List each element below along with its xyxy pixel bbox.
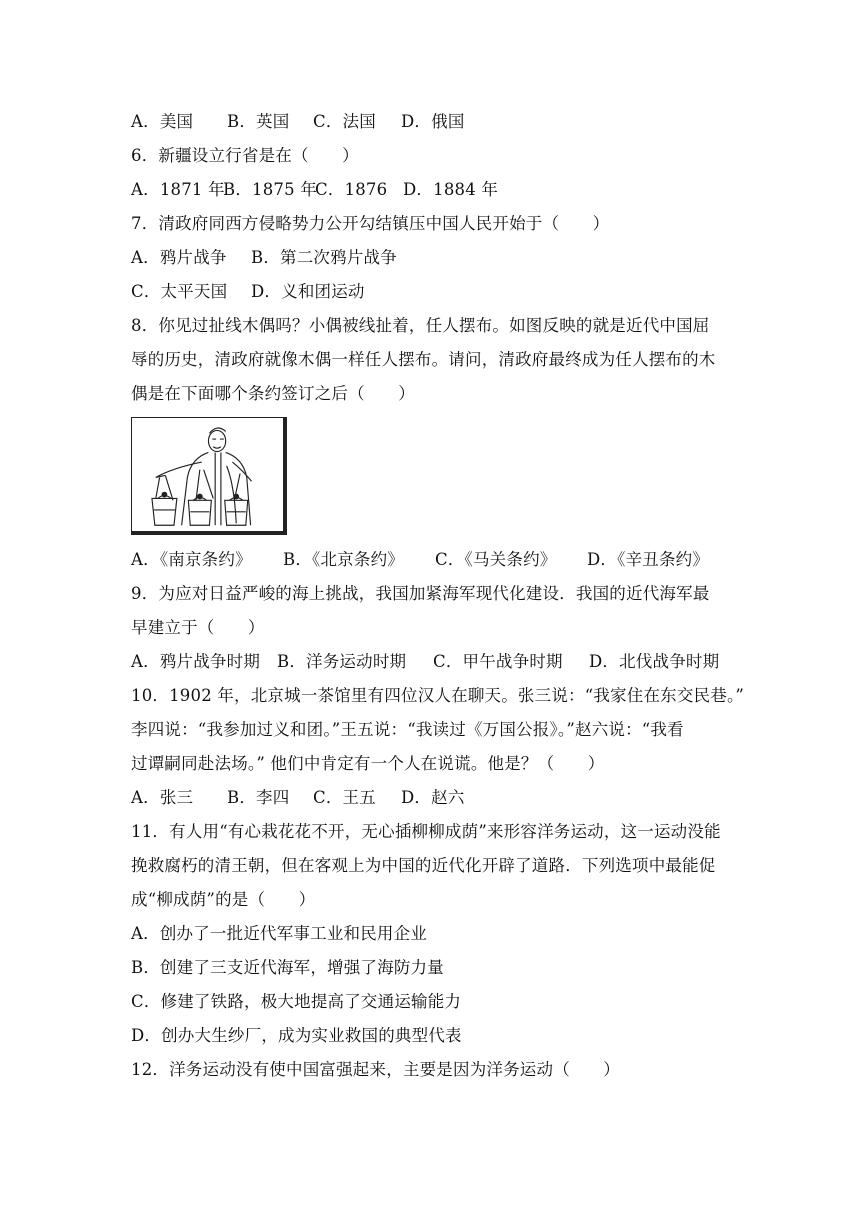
q9-option-b: B．洋务运动时期 (277, 652, 407, 671)
q5-options (131, 111, 465, 133)
q11-option-b: B．创建了三支近代海军，增强了海防力量 (131, 958, 444, 977)
q10-stem-line-1: 10．1902 年，北京城一茶馆里有四位汉人在聊天。张三说：“我家住在东交民巷。” (131, 686, 745, 705)
q11-option-c: C．修建了铁路，极大地提高了交通运输能力 (131, 992, 462, 1011)
q8-stem-line-2: 辱的历史，清政府就像木偶一样任人摆布。请问，清政府最终成为任人摆布的木 (131, 350, 716, 369)
q11-stem-line-1: 11．有人用“有心栽花花不开，无心插柳柳成荫”来形容洋务运动，这一运动没能 (131, 822, 721, 841)
q5-option-b: B．英国 (227, 112, 290, 131)
puppeteer-illustration-icon (131, 417, 287, 535)
q8-option-d: D．《辛丑条约》 (587, 550, 710, 569)
q9-stem-line-2: 早建立于（ ） (131, 618, 265, 637)
q7-option-b: B．第二次鸦片战争 (251, 248, 397, 267)
q10-options (131, 787, 465, 809)
q8-stem-line-3: 偶是在下面哪个条约签订之后（ ） (131, 384, 415, 403)
q10-option-a: A．张三 (131, 788, 194, 807)
q6-option-a: A．1871 年 (131, 180, 225, 199)
q9-options (131, 651, 719, 673)
q8-option-c: C．《马关条约》 (435, 550, 557, 569)
q9-stem-line-1: 9．为应对日益严峻的海上挑战，我国加紧海军现代化建设．我国的近代海军最 (131, 584, 710, 603)
q11-option-a: A．创办了一批近代军事工业和民用企业 (131, 924, 428, 943)
q8-option-a: A．《南京条约》 (131, 550, 252, 569)
q5-option-c: C．法国 (313, 112, 376, 131)
q8-stem-line-1: 8．你见过扯线木偶吗？小偶被线扯着，任人摆布。如图反映的就是近代中国屈 (131, 316, 710, 335)
q5-option-a: A．美国 (131, 112, 194, 131)
q10-stem-line-3: 过谭嗣同赴法场。” 他们中肯定有一个人在说谎。他是？（ ） (131, 754, 605, 773)
q12-stem: 12．洋务运动没有使中国富强起来，主要是因为洋务运动（ ） (131, 1060, 620, 1079)
q11-option-d: D．创办大生纱厂，成为实业救国的典型代表 (131, 1026, 462, 1045)
q9-option-a: A．鸦片战争时期 (131, 652, 261, 671)
q7-options-row1 (131, 247, 397, 269)
q11-stem-line-3: 成“柳成荫”的是（ ） (131, 890, 316, 909)
q6-stem: 6．新疆设立行省是在（ ） (131, 146, 359, 165)
q9-option-c: C．甲午战争时期 (433, 652, 563, 671)
q5-option-d: D．俄国 (401, 112, 465, 131)
q7-stem: 7．清政府同西方侵略势力公开勾结镇压中国人民开始于（ ） (131, 214, 610, 233)
q7-option-c: C．太平天国 (131, 282, 228, 301)
q10-option-b: B．李四 (227, 788, 290, 807)
puppet-drawing (132, 418, 283, 531)
q6-option-c: C．1876 (315, 180, 388, 199)
q6-option-d: D．1884 年 (403, 180, 499, 199)
q10-option-d: D．赵六 (401, 788, 465, 807)
q7-option-a: A．鸦片战争 (131, 248, 227, 267)
q7-options-row2 (131, 281, 365, 303)
q6-option-b: B．1875 年 (223, 180, 317, 199)
q7-option-d: D．义和团运动 (251, 282, 365, 301)
q8-option-b: B．《北京条约》 (283, 550, 404, 569)
q10-option-c: C．王五 (313, 788, 376, 807)
q9-option-d: D．北伐战争时期 (589, 652, 720, 671)
q6-options (131, 179, 498, 201)
q10-stem-line-2: 李四说：“我参加过义和团。”王五说：“我读过《万国公报》。”赵六说：“我看 (131, 720, 684, 739)
q11-stem-line-2: 挽救腐朽的清王朝，但在客观上为中国的近代化开辟了道路．下列选项中最能促 (131, 856, 716, 875)
q8-options (131, 549, 709, 571)
